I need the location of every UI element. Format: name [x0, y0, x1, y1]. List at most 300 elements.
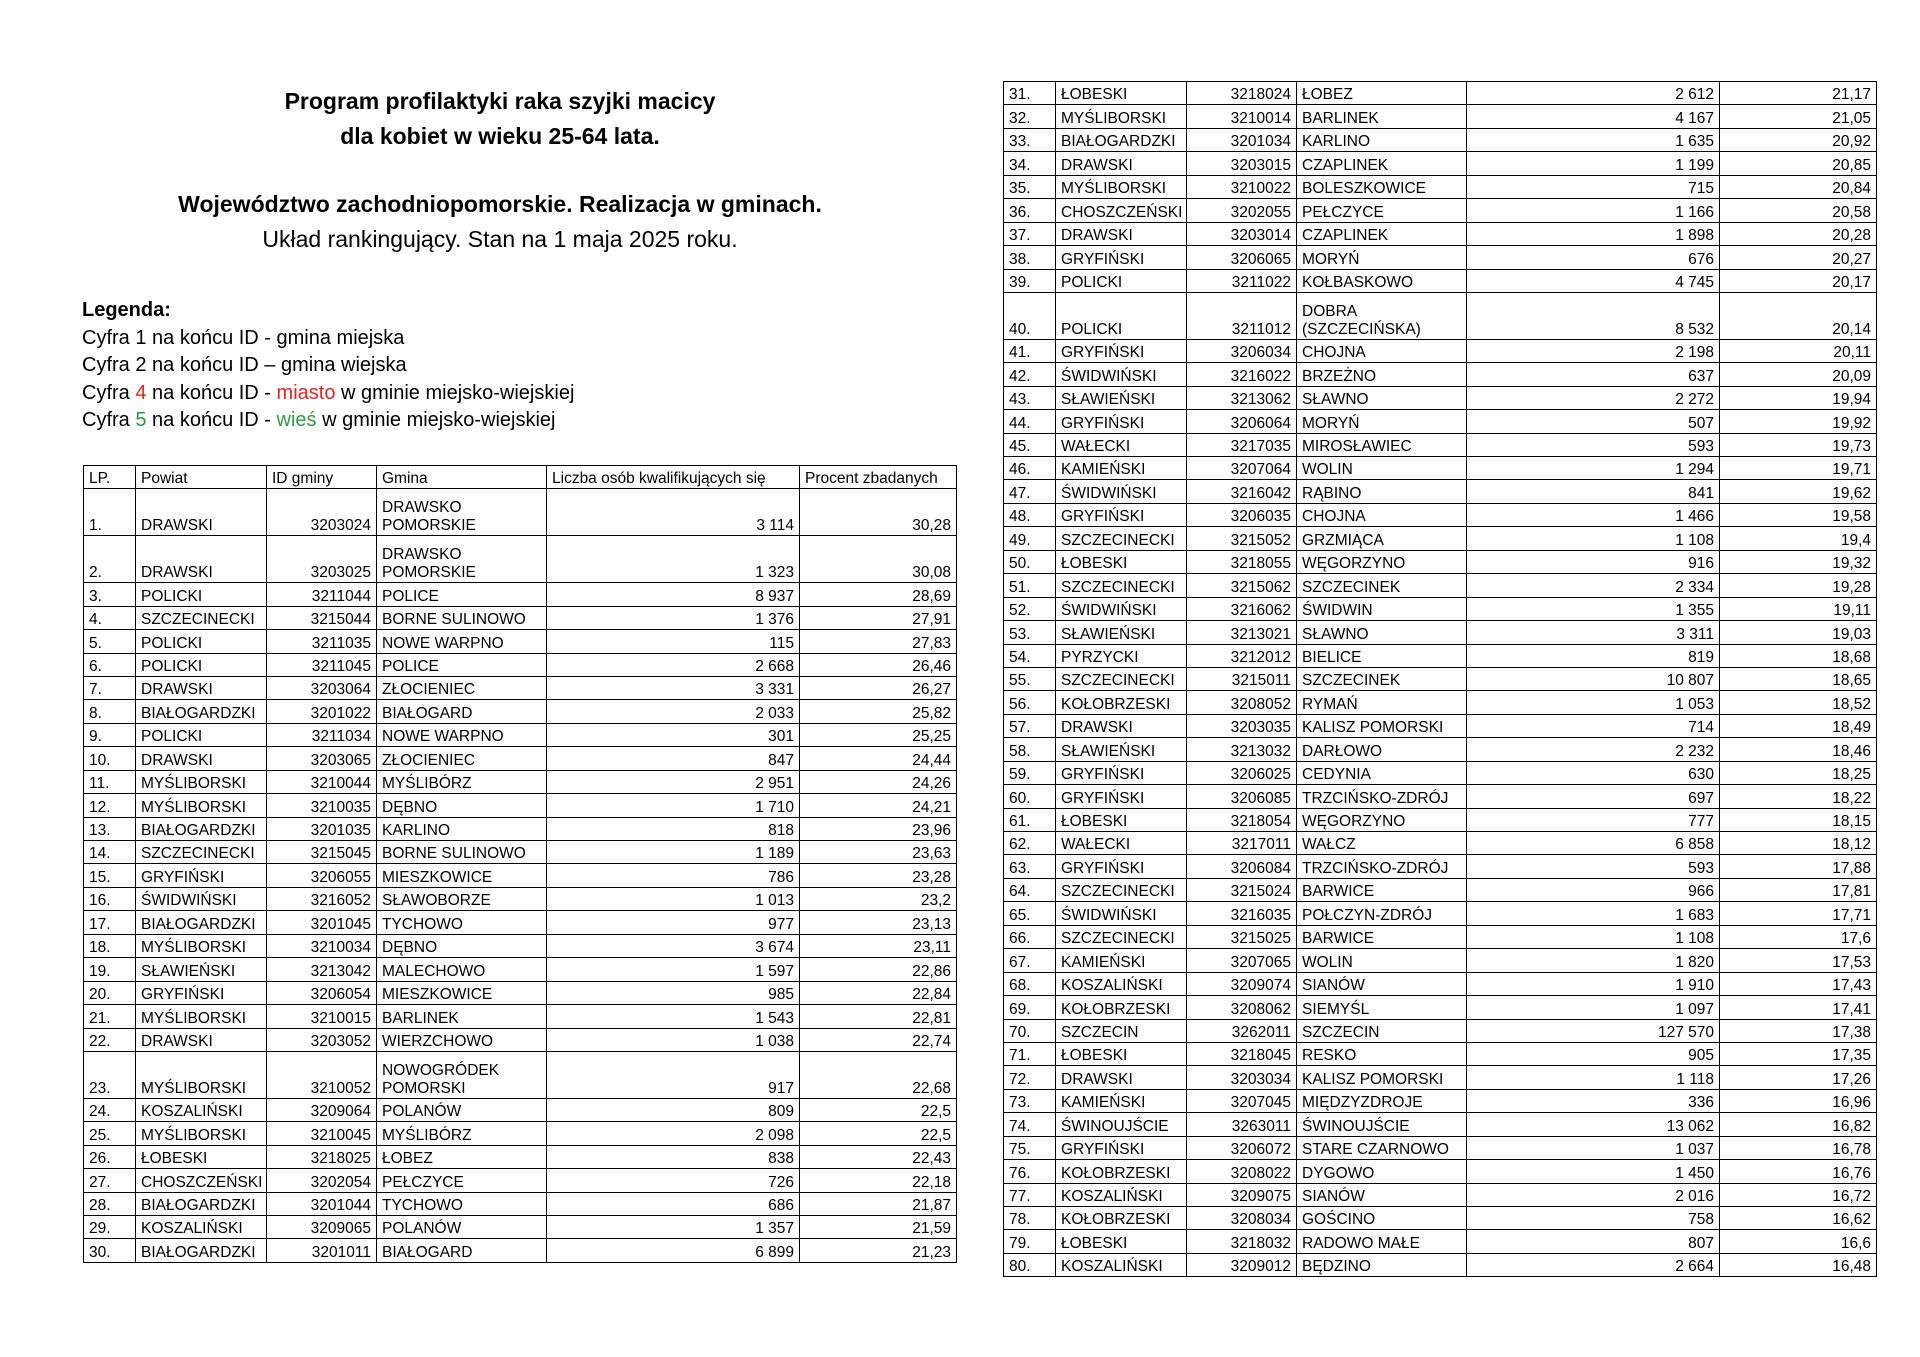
subtitle: Województwo zachodniopomorskie. Realizacja w gminach. [178, 191, 822, 217]
cell-lp: 36. [1004, 199, 1056, 222]
cell-gmina: BARWICE [1297, 878, 1467, 901]
table-row [84, 583, 957, 606]
cell-liczba-osob: 1 053 [1467, 691, 1720, 714]
cell-powiat: DRAWSKI [136, 747, 267, 770]
cell-procent: 20,09 [1720, 363, 1877, 386]
table-row [84, 958, 957, 981]
cell-powiat: WAŁECKI [1056, 433, 1187, 456]
table-row [1004, 574, 1877, 597]
cell-id-gminy: 3201022 [267, 700, 377, 723]
cell-powiat: ŚWIDWIŃSKI [136, 887, 267, 910]
table-row [84, 1145, 957, 1168]
cell-procent: 17,35 [1720, 1042, 1877, 1065]
cell-gmina: BRZEŻNO [1297, 363, 1467, 386]
cell-powiat: ŚWIDWIŃSKI [1056, 902, 1187, 925]
cell-lp: 9. [84, 723, 136, 746]
table-row [1004, 1019, 1877, 1042]
ranking-table-left [83, 465, 957, 1263]
cell-id-gminy: 3207045 [1187, 1089, 1297, 1112]
cell-procent: 18,68 [1720, 644, 1877, 667]
table-row [84, 723, 957, 746]
cell-powiat: GRYFIŃSKI [1056, 410, 1187, 433]
table-header-row [84, 466, 957, 489]
cell-procent: 19,03 [1720, 621, 1877, 644]
cell-liczba-osob: 8 532 [1467, 292, 1720, 339]
cell-powiat: WAŁECKI [1056, 832, 1187, 855]
table-row [1004, 1113, 1877, 1136]
cell-lp: 34. [1004, 152, 1056, 175]
cell-id-gminy: 3203015 [1187, 152, 1297, 175]
cell-id-gminy: 3211035 [267, 630, 377, 653]
title-line-1: Program profilaktyki raka szyjki macicy [284, 88, 716, 114]
cell-procent: 19,94 [1720, 386, 1877, 409]
cell-lp: 52. [1004, 597, 1056, 620]
cell-id-gminy: 3216035 [1187, 902, 1297, 925]
cell-lp: 33. [1004, 128, 1056, 151]
cell-id-gminy: 3203035 [1187, 714, 1297, 737]
cell-procent: 21,17 [1720, 82, 1877, 105]
cell-procent: 26,46 [800, 653, 957, 676]
cell-procent: 25,82 [800, 700, 957, 723]
cell-powiat: BIAŁOGARDZKI [136, 700, 267, 723]
cell-procent: 17,71 [1720, 902, 1877, 925]
cell-lp: 17. [84, 911, 136, 934]
cell-liczba-osob: 1 108 [1467, 527, 1720, 550]
table-row [1004, 597, 1877, 620]
cell-liczba-osob: 2 668 [547, 653, 800, 676]
table-row [84, 817, 957, 840]
cell-lp: 68. [1004, 972, 1056, 995]
cell-powiat: ŚWIDWIŃSKI [1056, 480, 1187, 503]
cell-procent: 18,52 [1720, 691, 1877, 714]
cell-procent: 17,53 [1720, 949, 1877, 972]
cell-procent: 18,46 [1720, 738, 1877, 761]
table-row [1004, 410, 1877, 433]
cell-id-gminy: 3203052 [267, 1028, 377, 1051]
cell-powiat: KOŁOBRZESKI [1056, 1207, 1187, 1230]
cell-lp: 46. [1004, 457, 1056, 480]
cell-procent: 21,59 [800, 1216, 957, 1239]
legend-digit-5: 5 [135, 409, 147, 431]
cell-gmina: STARE CZARNOWO [1297, 1136, 1467, 1159]
cell-procent: 18,49 [1720, 714, 1877, 737]
table-row [1004, 222, 1877, 245]
cell-id-gminy: 3218025 [267, 1145, 377, 1168]
cell-lp: 13. [84, 817, 136, 840]
cell-id-gminy: 3210035 [267, 794, 377, 817]
cell-powiat: ŁOBESKI [1056, 82, 1187, 105]
table-row [84, 1239, 957, 1262]
cell-powiat: ŁOBESKI [1056, 808, 1187, 831]
cell-gmina: SŁAWNO [1297, 386, 1467, 409]
cell-id-gminy: 3215044 [267, 606, 377, 629]
cell-procent: 22,43 [800, 1145, 957, 1168]
cell-lp: 24. [84, 1098, 136, 1121]
table-row [1004, 1253, 1877, 1276]
cell-id-gminy: 3263011 [1187, 1113, 1297, 1136]
cell-gmina: MIĘDZYZDROJE [1297, 1089, 1467, 1112]
cell-gmina: ZŁOCIENIEC [377, 747, 547, 770]
table-row [1004, 480, 1877, 503]
table-row [1004, 1136, 1877, 1159]
cell-powiat: ŚWINOUJŚCIE [1056, 1113, 1187, 1136]
legend-title: Legenda: [82, 299, 171, 321]
cell-powiat: ŁOBESKI [136, 1145, 267, 1168]
cell-id-gminy: 3206055 [267, 864, 377, 887]
cell-liczba-osob: 1 038 [547, 1028, 800, 1051]
cell-liczba-osob: 4 745 [1467, 269, 1720, 292]
cell-id-gminy: 3203065 [267, 747, 377, 770]
cell-liczba-osob: 847 [547, 747, 800, 770]
cell-powiat: KOŁOBRZESKI [1056, 996, 1187, 1019]
table-body-left [84, 489, 957, 1262]
cell-gmina: GRZMIĄCA [1297, 527, 1467, 550]
header-procent: Procent zbadanych [800, 466, 957, 489]
cell-lp: 80. [1004, 1253, 1056, 1276]
cell-id-gminy: 3211034 [267, 723, 377, 746]
cell-lp: 73. [1004, 1089, 1056, 1112]
cell-liczba-osob: 1 543 [547, 1005, 800, 1028]
cell-id-gminy: 3213032 [1187, 738, 1297, 761]
cell-gmina: MIESZKOWICE [377, 981, 547, 1004]
document-header [150, 84, 850, 257]
cell-powiat: DRAWSKI [136, 676, 267, 699]
cell-procent: 20,58 [1720, 199, 1877, 222]
table-row [1004, 527, 1877, 550]
cell-powiat: SZCZECINECKI [1056, 527, 1187, 550]
table-row [1004, 503, 1877, 526]
cell-lp: 56. [1004, 691, 1056, 714]
cell-procent: 20,14 [1720, 292, 1877, 339]
cell-liczba-osob: 3 114 [547, 489, 800, 536]
cell-id-gminy: 3212012 [1187, 644, 1297, 667]
cell-powiat: GRYFIŃSKI [136, 864, 267, 887]
table-row [1004, 128, 1877, 151]
cell-lp: 18. [84, 934, 136, 957]
cell-procent: 20,84 [1720, 175, 1877, 198]
cell-procent: 16,48 [1720, 1253, 1877, 1276]
cell-powiat: SZCZECINECKI [1056, 925, 1187, 948]
cell-procent: 18,25 [1720, 761, 1877, 784]
cell-powiat: GRYFIŃSKI [1056, 761, 1187, 784]
cell-powiat: CHOSZCZEŃSKI [136, 1169, 267, 1192]
cell-lp: 14. [84, 841, 136, 864]
cell-powiat: KOŁOBRZESKI [1056, 1160, 1187, 1183]
cell-liczba-osob: 2 198 [1467, 339, 1720, 362]
cell-id-gminy: 3209012 [1187, 1253, 1297, 1276]
cell-liczba-osob: 676 [1467, 246, 1720, 269]
cell-id-gminy: 3203014 [1187, 222, 1297, 245]
cell-id-gminy: 3203025 [267, 536, 377, 583]
cell-liczba-osob: 593 [1467, 433, 1720, 456]
cell-id-gminy: 3211045 [267, 653, 377, 676]
cell-lp: 8. [84, 700, 136, 723]
cell-powiat: ŚWIDWIŃSKI [1056, 363, 1187, 386]
cell-lp: 41. [1004, 339, 1056, 362]
cell-gmina: DOBRA (SZCZECIŃSKA) [1297, 292, 1467, 339]
cell-id-gminy: 3208022 [1187, 1160, 1297, 1183]
table-row [1004, 855, 1877, 878]
cell-lp: 65. [1004, 902, 1056, 925]
table-row [1004, 972, 1877, 995]
cell-gmina: SIEMYŚL [1297, 996, 1467, 1019]
cell-lp: 50. [1004, 550, 1056, 573]
cell-liczba-osob: 916 [1467, 550, 1720, 573]
cell-powiat: SZCZECINECKI [1056, 574, 1187, 597]
cell-powiat: ŁOBESKI [1056, 1042, 1187, 1065]
cell-liczba-osob: 1 898 [1467, 222, 1720, 245]
table-row [1004, 902, 1877, 925]
cell-powiat: POLICKI [136, 630, 267, 653]
cell-liczba-osob: 1 466 [1467, 503, 1720, 526]
cell-liczba-osob: 977 [547, 911, 800, 934]
table-row [84, 606, 957, 629]
table-row [1004, 1160, 1877, 1183]
cell-gmina: SZCZECINEK [1297, 667, 1467, 690]
table-row [1004, 667, 1877, 690]
cell-procent: 17,26 [1720, 1066, 1877, 1089]
table-row [1004, 339, 1877, 362]
cell-lp: 1. [84, 489, 136, 536]
table-row [1004, 105, 1877, 128]
cell-gmina: WOLIN [1297, 949, 1467, 972]
cell-lp: 77. [1004, 1183, 1056, 1206]
cell-lp: 23. [84, 1051, 136, 1098]
cell-powiat: SŁAWIEŃSKI [136, 958, 267, 981]
cell-procent: 23,63 [800, 841, 957, 864]
cell-powiat: DRAWSKI [1056, 152, 1187, 175]
table-row [1004, 832, 1877, 855]
cell-liczba-osob: 715 [1467, 175, 1720, 198]
cell-procent: 21,87 [800, 1192, 957, 1215]
cell-procent: 21,23 [800, 1239, 957, 1262]
cell-gmina: BIELICE [1297, 644, 1467, 667]
table-row [1004, 878, 1877, 901]
cell-procent: 23,13 [800, 911, 957, 934]
cell-id-gminy: 3218032 [1187, 1230, 1297, 1253]
cell-liczba-osob: 1 108 [1467, 925, 1720, 948]
cell-liczba-osob: 1 597 [547, 958, 800, 981]
legend-word-wies: wieś [276, 409, 317, 431]
cell-id-gminy: 3206054 [267, 981, 377, 1004]
cell-id-gminy: 3207064 [1187, 457, 1297, 480]
cell-lp: 61. [1004, 808, 1056, 831]
table-row [84, 1028, 957, 1051]
cell-liczba-osob: 2 951 [547, 770, 800, 793]
cell-procent: 27,83 [800, 630, 957, 653]
cell-id-gminy: 3215052 [1187, 527, 1297, 550]
cell-lp: 70. [1004, 1019, 1056, 1042]
cell-lp: 40. [1004, 292, 1056, 339]
cell-id-gminy: 3208034 [1187, 1207, 1297, 1230]
cell-lp: 15. [84, 864, 136, 887]
table-row [1004, 82, 1877, 105]
cell-id-gminy: 3210052 [267, 1051, 377, 1098]
table-row [1004, 1066, 1877, 1089]
header-lp: LP. [84, 466, 136, 489]
cell-powiat: PYRZYCKI [1056, 644, 1187, 667]
cell-gmina: PEŁCZYCE [1297, 199, 1467, 222]
cell-gmina: RADOWO MAŁE [1297, 1230, 1467, 1253]
cell-gmina: ŁOBEZ [377, 1145, 547, 1168]
table-body-right [1004, 82, 1877, 1277]
cell-liczba-osob: 1 118 [1467, 1066, 1720, 1089]
header-powiat: Powiat [136, 466, 267, 489]
table-row [84, 653, 957, 676]
cell-powiat: GRYFIŃSKI [1056, 785, 1187, 808]
legend-line-2: Cyfra 2 na końcu ID – gmina wiejska [82, 354, 407, 376]
cell-id-gminy: 3262011 [1187, 1019, 1297, 1042]
cell-liczba-osob: 714 [1467, 714, 1720, 737]
cell-procent: 22,81 [800, 1005, 957, 1028]
cell-id-gminy: 3209064 [267, 1098, 377, 1121]
cell-lp: 19. [84, 958, 136, 981]
cell-lp: 2. [84, 536, 136, 583]
cell-powiat: KOSZALIŃSKI [136, 1216, 267, 1239]
cell-lp: 35. [1004, 175, 1056, 198]
cell-powiat: DRAWSKI [136, 536, 267, 583]
cell-powiat: KOSZALIŃSKI [1056, 1183, 1187, 1206]
cell-powiat: KOSZALIŃSKI [1056, 1253, 1187, 1276]
cell-procent: 26,27 [800, 676, 957, 699]
cell-lp: 67. [1004, 949, 1056, 972]
cell-powiat: POLICKI [136, 583, 267, 606]
cell-liczba-osob: 1 683 [1467, 902, 1720, 925]
cell-lp: 6. [84, 653, 136, 676]
table-row [1004, 269, 1877, 292]
cell-id-gminy: 3201035 [267, 817, 377, 840]
cell-gmina: DĘBNO [377, 934, 547, 957]
cell-gmina: DARŁOWO [1297, 738, 1467, 761]
cell-id-gminy: 3206064 [1187, 410, 1297, 433]
cell-liczba-osob: 2 016 [1467, 1183, 1720, 1206]
table-row [1004, 785, 1877, 808]
table-row [1004, 925, 1877, 948]
cell-procent: 16,62 [1720, 1207, 1877, 1230]
cell-powiat: KAMIEŃSKI [1056, 1089, 1187, 1112]
cell-gmina: NOWE WARPNO [377, 630, 547, 653]
cell-gmina: BORNE SULINOWO [377, 841, 547, 864]
cell-gmina: POLICE [377, 653, 547, 676]
cell-powiat: POLICKI [136, 723, 267, 746]
cell-liczba-osob: 1 910 [1467, 972, 1720, 995]
cell-lp: 20. [84, 981, 136, 1004]
table-row [84, 770, 957, 793]
cell-procent: 23,96 [800, 817, 957, 840]
cell-liczba-osob: 1 097 [1467, 996, 1720, 1019]
cell-procent: 19,11 [1720, 597, 1877, 620]
cell-powiat: ŁOBESKI [1056, 550, 1187, 573]
cell-lp: 63. [1004, 855, 1056, 878]
status-line: Układ rankingujący. Stan na 1 maja 2025 roku. [262, 226, 738, 252]
cell-lp: 44. [1004, 410, 1056, 433]
table-row [84, 676, 957, 699]
table-row [1004, 1183, 1877, 1206]
cell-gmina: DĘBNO [377, 794, 547, 817]
cell-gmina: DRAWSKO POMORSKIE [377, 489, 547, 536]
cell-gmina: PEŁCZYCE [377, 1169, 547, 1192]
cell-procent: 22,5 [800, 1122, 957, 1145]
cell-liczba-osob: 1 376 [547, 606, 800, 629]
cell-liczba-osob: 777 [1467, 808, 1720, 831]
cell-id-gminy: 3215045 [267, 841, 377, 864]
cell-gmina: CZAPLINEK [1297, 152, 1467, 175]
table-row [1004, 738, 1877, 761]
cell-procent: 16,72 [1720, 1183, 1877, 1206]
cell-procent: 23,11 [800, 934, 957, 957]
cell-lp: 76. [1004, 1160, 1056, 1183]
legend-line-3-suffix: w gminie miejsko-wiejskiej [335, 381, 575, 404]
cell-id-gminy: 3206025 [1187, 761, 1297, 784]
cell-id-gminy: 3207065 [1187, 949, 1297, 972]
cell-powiat: MYŚLIBORSKI [136, 794, 267, 817]
table-row [84, 1122, 957, 1145]
cell-gmina: KALISZ POMORSKI [1297, 714, 1467, 737]
cell-procent: 17,38 [1720, 1019, 1877, 1042]
cell-lp: 16. [84, 887, 136, 910]
cell-liczba-osob: 917 [547, 1051, 800, 1098]
cell-procent: 19,73 [1720, 433, 1877, 456]
cell-liczba-osob: 838 [547, 1145, 800, 1168]
table-row [84, 1098, 957, 1121]
cell-id-gminy: 3210044 [267, 770, 377, 793]
cell-powiat: POLICKI [136, 653, 267, 676]
cell-powiat: DRAWSKI [1056, 1066, 1187, 1089]
cell-lp: 66. [1004, 925, 1056, 948]
cell-powiat: CHOSZCZEŃSKI [1056, 199, 1187, 222]
cell-gmina: MALECHOWO [377, 958, 547, 981]
cell-procent: 28,69 [800, 583, 957, 606]
ranking-table-right [1003, 81, 1877, 1277]
cell-powiat: GRYFIŃSKI [1056, 855, 1187, 878]
table-row [1004, 152, 1877, 175]
table-row [84, 1169, 957, 1192]
cell-lp: 58. [1004, 738, 1056, 761]
cell-gmina: MYŚLIBÓRZ [377, 770, 547, 793]
cell-id-gminy: 3206084 [1187, 855, 1297, 878]
cell-procent: 18,15 [1720, 808, 1877, 831]
cell-gmina: WĘGORZYNO [1297, 550, 1467, 573]
cell-lp: 43. [1004, 386, 1056, 409]
cell-gmina: WIERZCHOWO [377, 1028, 547, 1051]
cell-gmina: ŚWIDWIN [1297, 597, 1467, 620]
cell-gmina: BOLESZKOWICE [1297, 175, 1467, 198]
cell-gmina: CHOJNA [1297, 503, 1467, 526]
cell-id-gminy: 3202055 [1187, 199, 1297, 222]
cell-gmina: POŁCZYN-ZDRÓJ [1297, 902, 1467, 925]
cell-gmina: DYGOWO [1297, 1160, 1467, 1183]
cell-liczba-osob: 818 [547, 817, 800, 840]
cell-liczba-osob: 13 062 [1467, 1113, 1720, 1136]
cell-id-gminy: 3203024 [267, 489, 377, 536]
cell-gmina: POLANÓW [377, 1216, 547, 1239]
cell-id-gminy: 3206034 [1187, 339, 1297, 362]
cell-id-gminy: 3213042 [267, 958, 377, 981]
cell-powiat: GRYFIŃSKI [1056, 339, 1187, 362]
cell-lp: 51. [1004, 574, 1056, 597]
cell-procent: 19,92 [1720, 410, 1877, 433]
cell-powiat: SŁAWIEŃSKI [1056, 386, 1187, 409]
cell-powiat: BIAŁOGARDZKI [136, 911, 267, 934]
cell-id-gminy: 3217035 [1187, 433, 1297, 456]
cell-lp: 25. [84, 1122, 136, 1145]
cell-powiat: SZCZECINECKI [136, 841, 267, 864]
cell-id-gminy: 3206072 [1187, 1136, 1297, 1159]
cell-lp: 7. [84, 676, 136, 699]
cell-id-gminy: 3209074 [1187, 972, 1297, 995]
table-row [1004, 386, 1877, 409]
cell-procent: 16,6 [1720, 1230, 1877, 1253]
